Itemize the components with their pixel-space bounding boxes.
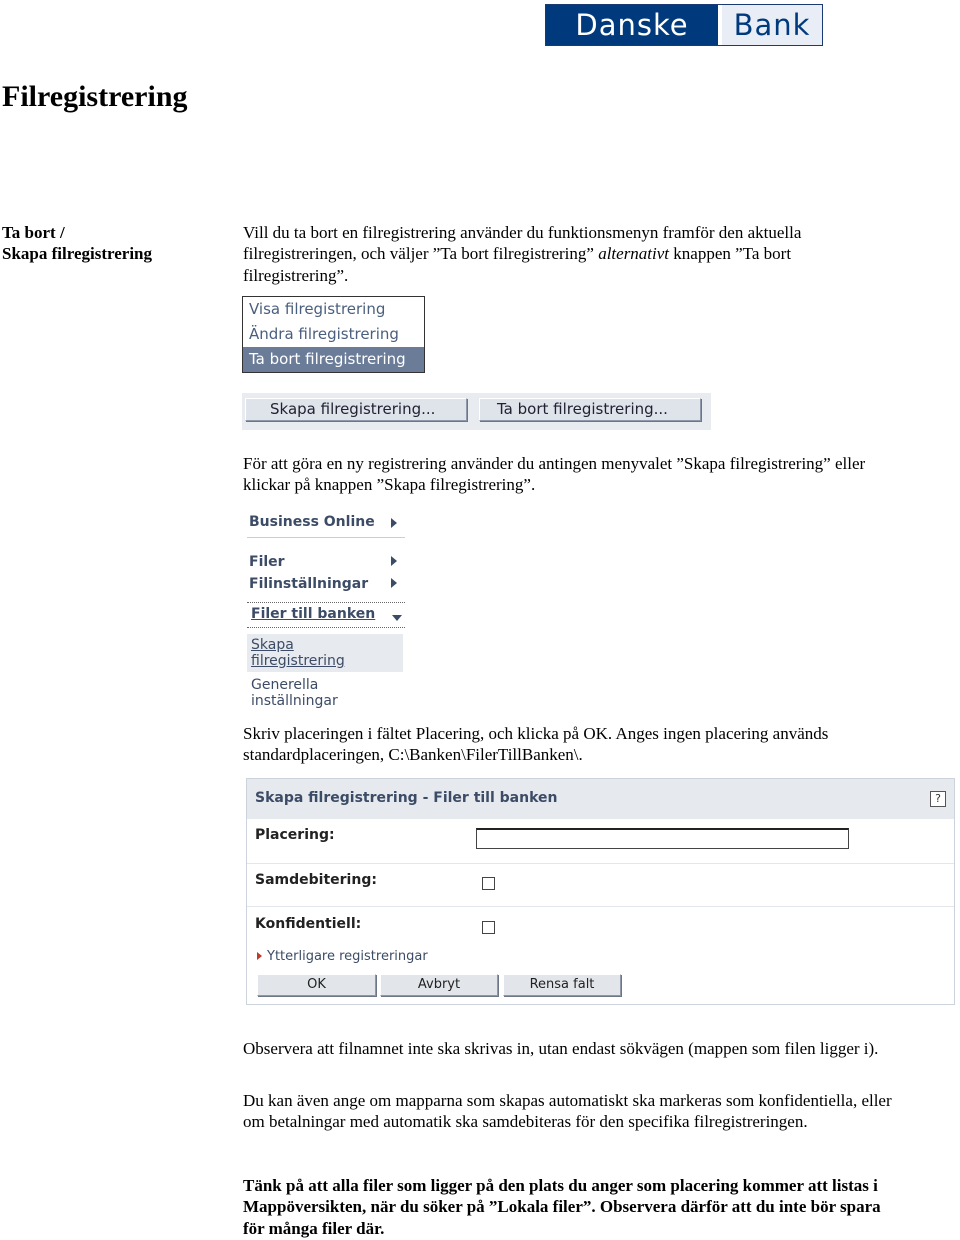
chevron-right-icon [391, 578, 397, 588]
form-title: Skapa filregistrering - Filer till banken [255, 790, 558, 806]
intro-text-italic: alternativt [598, 244, 670, 264]
chevron-right-icon [391, 556, 397, 566]
intro-text-part1: Vill du ta bort en filregistrering använder du funktionsmenyn framför den aktuella filregistreringen, och väljer ”Ta bort filregistrering” [243, 223, 802, 264]
nav-subitem-general-line2[interactable]: inställningar [251, 693, 338, 709]
delete-registration-button[interactable]: Ta bort filregistrering... [479, 398, 701, 421]
logo-bank-text: Bank [722, 5, 822, 45]
nav-item-business-online[interactable]: Business Online [249, 514, 375, 530]
menu-item-view-registration[interactable]: Visa filregistrering [249, 300, 386, 318]
cancel-button[interactable]: Avbryt [380, 974, 498, 996]
form-divider [247, 863, 954, 864]
nav-item-files[interactable]: Filer [249, 554, 285, 570]
nav-divider [247, 537, 405, 538]
menu-item-edit-registration[interactable]: Ändra filregistrering [249, 325, 399, 343]
create-registration-button[interactable]: Skapa filregistrering... [245, 398, 467, 421]
intro-text-part2: knappen ”Ta bort filregistrering”. [243, 244, 792, 285]
filename-note-paragraph: Observera att filnamnet inte ska skrivas in, utan endast sökvägen (mappen som filen ligger i). [243, 1039, 879, 1058]
nav-subitem-create-line2[interactable]: filregistrering [251, 653, 345, 669]
placement-label: Placering: [255, 827, 335, 843]
nav-subitem-general-line1[interactable]: Generella [251, 677, 319, 693]
logo-danske-text: Danske [546, 5, 722, 45]
chevron-right-icon [391, 518, 397, 528]
help-icon[interactable]: ? [930, 791, 946, 807]
ok-button[interactable]: OK [257, 974, 376, 996]
button-bar [242, 393, 711, 430]
intro-paragraph [243, 222, 883, 286]
context-menu [242, 296, 425, 373]
nav-item-file-settings[interactable]: Filinställningar [249, 576, 369, 592]
menu-item-delete-registration[interactable]: Ta bort filregistrering [243, 347, 424, 372]
chevron-down-icon [392, 615, 402, 621]
nav-divider [247, 627, 405, 628]
create-registration-form [246, 778, 955, 1005]
form-header [247, 779, 954, 819]
section-heading-line2: Skapa filregistrering [2, 244, 153, 263]
form-divider [247, 906, 954, 907]
confidential-label: Konfidentiell: [255, 916, 362, 932]
create-paragraph: För att göra en ny registrering använder du antingen menyvalet ”Skapa filregistrering” eller klickar på knappen ”Skapa filregistrering”. [243, 454, 866, 495]
danske-bank-logo [545, 4, 823, 46]
section-heading [2, 222, 152, 264]
nav-subitem-create-line1[interactable]: Skapa [251, 637, 294, 653]
navigation-menu [247, 508, 405, 713]
nav-subitem-create-registration[interactable] [247, 634, 403, 672]
page-title: Filregistrering [2, 80, 188, 113]
warning-paragraph: Tänk på att alla filer som ligger på den plats du anger som placering kommer att listas i Mappöversikten, när du söker på ”Lokala filer”. Observera därför att du inte bör spara för många filer där. [243, 1176, 881, 1238]
clear-fields-button[interactable]: Rensa falt [503, 974, 621, 996]
confidential-checkbox[interactable] [482, 921, 495, 934]
section-heading-line1: Ta bort / [2, 223, 65, 242]
options-paragraph: Du kan även ange om mapparna som skapas automatiskt ska markeras som konfidentiella, eller om betalningar med automatik ska samdebiteras för den specifika filregistreringen. [243, 1091, 892, 1132]
nav-item-files-to-bank[interactable]: Filer till banken [251, 606, 376, 622]
co-debit-checkbox[interactable] [482, 877, 495, 890]
co-debit-label: Samdebitering: [255, 872, 377, 888]
more-registrations-link[interactable]: Ytterligare registreringar [257, 949, 428, 964]
placement-input[interactable] [476, 828, 849, 849]
nav-divider [247, 602, 405, 603]
placement-paragraph: Skriv placeringen i fältet Placering, och klicka på OK. Anges ingen placering används standardplaceringen, C:\Banken\FilerTillBanken\. [243, 724, 829, 765]
